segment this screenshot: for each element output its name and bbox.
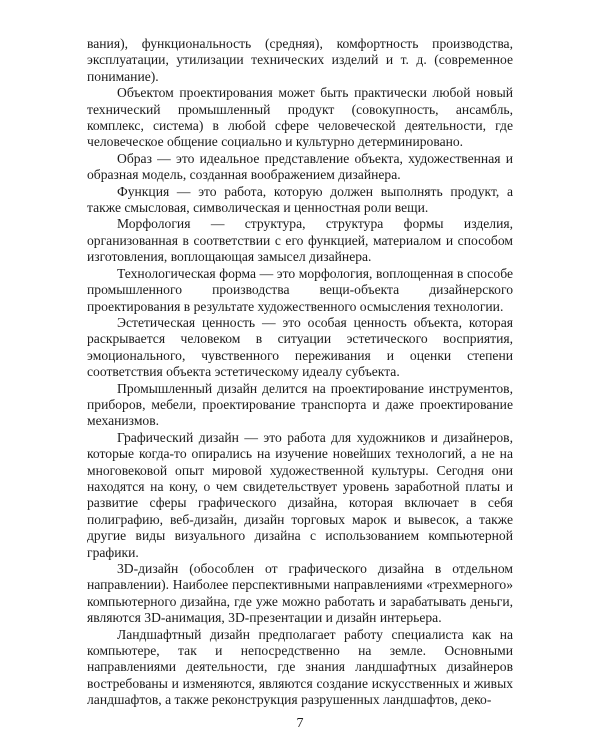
paragraph-function-definition: Функция — это работа, которую должен выполнять продукт, а также смысловая, символическая и ценностная роли вещи. bbox=[87, 183, 513, 216]
paragraph-graphic-design: Графический дизайн — это работа для художников и дизайнеров, которые когда-то опирались на изучение новейших технологий, а не на многовековой опыт мировой художественной культуры. Сегодня они находятся на кону, о чем свидетельствует уровень заработной платы и развитие сферы графического дизайна, которая включает в себя полиграфию, веб-дизайн, дизайн торговых марок и вывесок, а также другие виды визуального дизайна с использованием компьютерной графики. bbox=[87, 429, 513, 560]
paragraph-aesthetic-value: Эстетическая ценность — это особая ценность объекта, которая раскрывается человеком в ситуации эстетического восприятия, эмоционального, чувственного переживания и оценки степени соответствия объекта эстетическому идеалу субъекта. bbox=[87, 314, 513, 380]
body-text bbox=[87, 36, 513, 709]
paragraph-technological-form: Технологическая форма — это морфология, воплощенная в способе промышленного производства вещи-объекта дизайнерского проектирования в результате художественного осмысления технологии. bbox=[87, 265, 513, 314]
paragraph-continuation: вания), функциональность (средняя), комфортность производства, эксплуатации, утилизации технических изделий и т. д. (современное понимание). bbox=[87, 36, 513, 84]
paragraph-design-object: Объектом проектирования может быть практически любой новый технический промышленный продукт (совокупность, ансамбль, комплекс, система) в любой сфере человеческой деятельности, где человеческое общение социально и культурно детерминировано. bbox=[87, 85, 513, 150]
paragraph-industrial-design: Промышленный дизайн делится на проектирование инструментов, приборов, мебели, проектирование транспорта и даже проектирование механизмов. bbox=[87, 380, 513, 429]
paragraph-landscape-design: Ландшафтный дизайн предполагает работу специалиста как на компьютере, так и непосредственно на земле. Основными направлениями деятельности, где знания ландшафтных дизайнеров востребованы и изменяются, являются создание искусственных и живых ландшафтов, а также реконструкция разрушенных ландшафтов, деко- bbox=[87, 626, 513, 708]
paragraph-image-definition: Образ — это идеальное представление объекта, художественная и образная модель, созданная воображением дизайнера. bbox=[87, 150, 513, 183]
page-number: 7 bbox=[296, 716, 304, 731]
paragraph-morphology-definition: Морфология — структура, структура формы изделия, организованная в соответствии с его функцией, материалом и способом изготовления, воплощающая замысел дизайнера. bbox=[87, 216, 513, 265]
paragraph-3d-design: 3D-дизайн (обособлен от графического дизайна в отдельном направлении). Наиболее перспективными направлениями «трехмерного» компьютерного дизайна, где уже можно работать и зарабатывать деньги, являются 3D-анимация, 3D-презентации и дизайн интерьера. bbox=[87, 561, 513, 626]
